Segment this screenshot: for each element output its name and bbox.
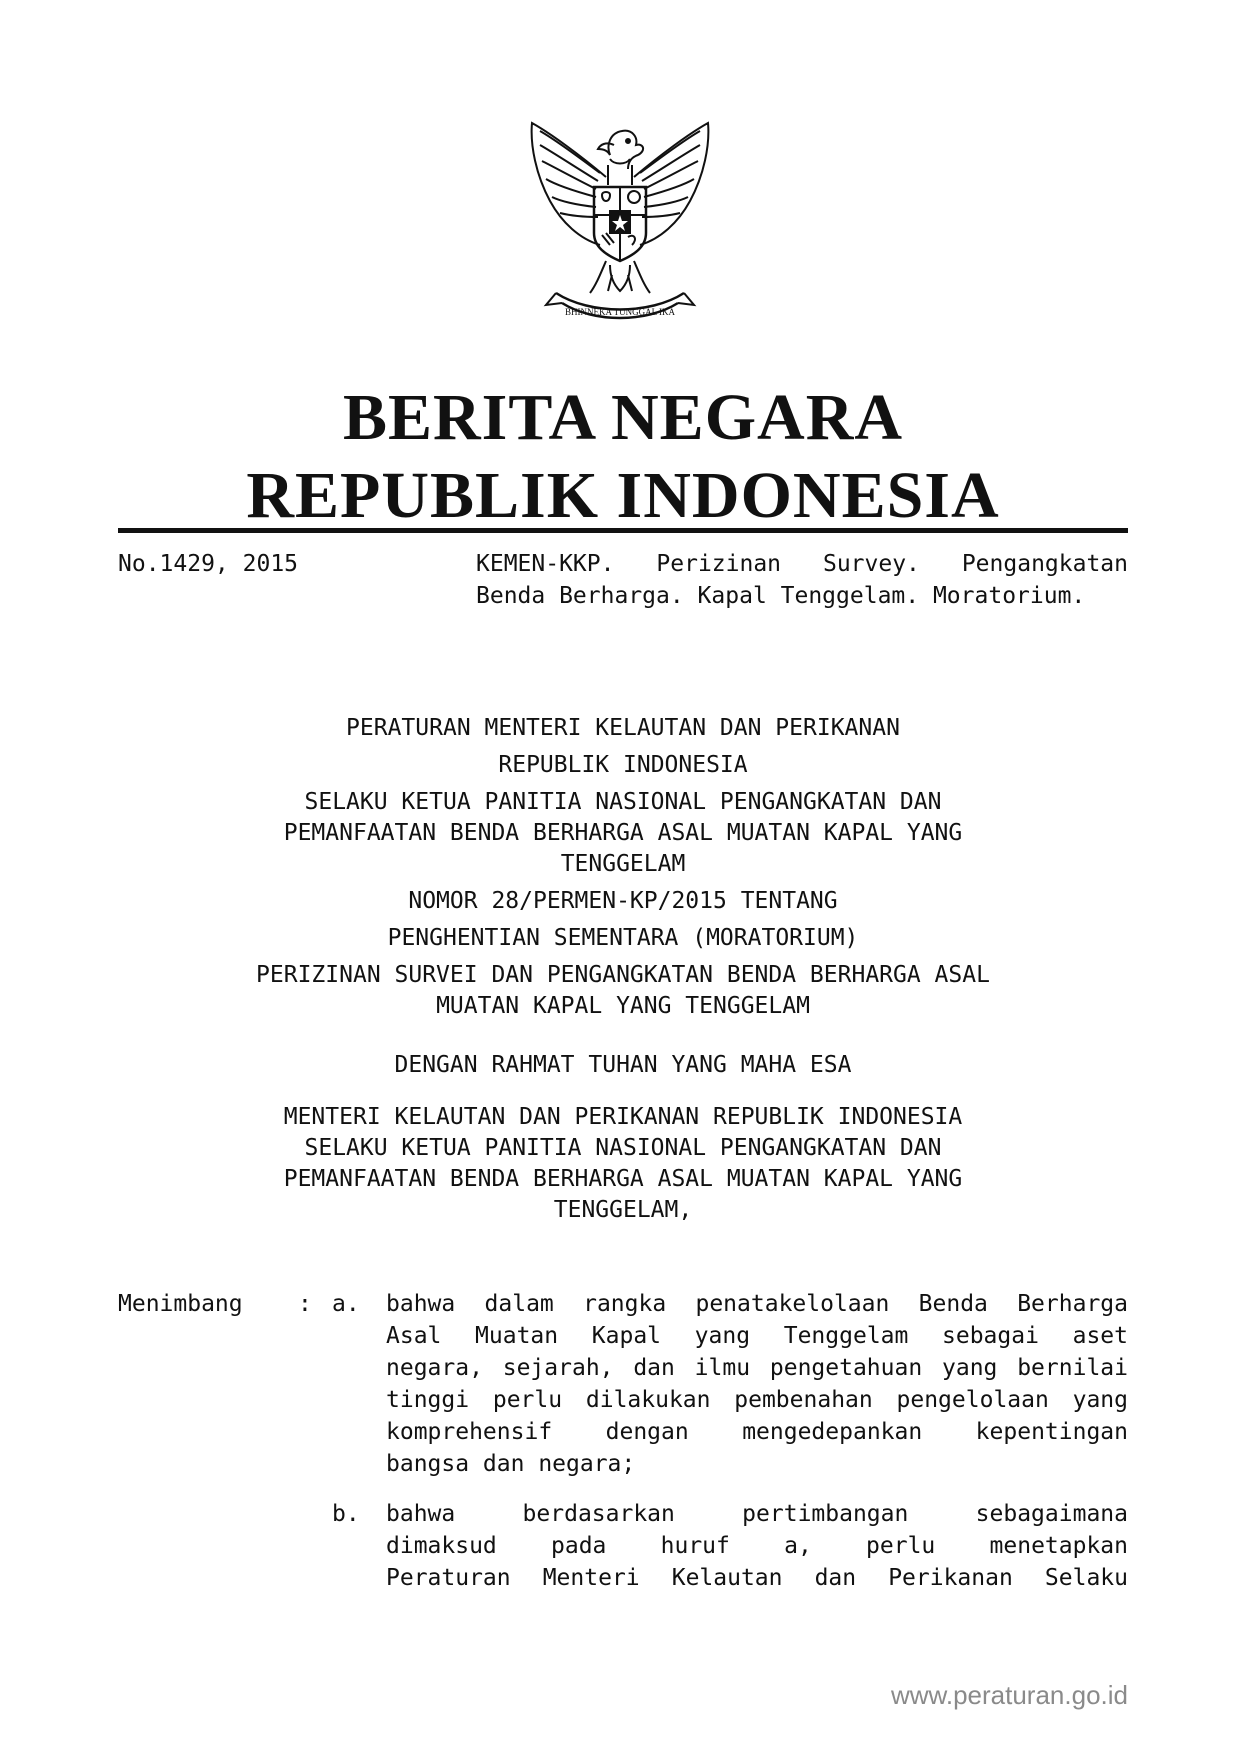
regulation-title [118,713,1128,1022]
considering-label: Menimbang [118,1291,243,1317]
title-line: MUATAN KAPAL YANG TENGGELAM [436,993,810,1019]
title-line: SELAKU KETUA PANITIA NASIONAL PENGANGKATAN DAN [304,789,942,815]
subject-line-1: KEMEN-KKP. Perizinan Survey. Pengangkatan [476,551,1128,577]
title-line: PENGHENTIAN SEMENTARA (MORATORIUM) [387,925,859,951]
authority-line: TENGGELAM, [553,1197,693,1223]
considering-item-a [386,1288,1128,1480]
authority-line: SELAKU KETUA PANITIA NASIONAL PENGANGKATAN DAN [304,1135,942,1161]
emblem-motto: BHINNEKA TUNGGAL IKA [565,307,675,317]
masthead-line-1: BERITA NEGARA [342,381,904,454]
title-line: PEMANFAATAN BENDA BERHARGA ASAL MUATAN KAPAL YANG [283,820,963,846]
garuda-pancasila-emblem-icon [510,115,730,335]
item-line: bangsa dan negara; [386,1451,636,1477]
title-line: REPUBLIK INDONESIA [498,752,748,778]
invocation: DENGAN RAHMAT TUHAN YANG MAHA ESA [394,1052,852,1078]
title-line: PERATURAN MENTERI KELAUTAN DAN PERIKANAN [346,715,900,741]
title-line: NOMOR 28/PERMEN-KP/2015 TENTANG [408,888,838,914]
item-line: Asal Muatan Kapal yang Tenggelam sebagai aset [386,1323,1128,1349]
document-number: No.1429, 2015 [118,551,299,577]
considering-colon: : [298,1291,312,1317]
item-letter-b: b. [332,1501,360,1527]
footer-url[interactable]: www.peraturan.go.id [890,1680,1128,1710]
item-line: Peraturan Menteri Kelautan dan Perikanan Selaku [386,1565,1128,1591]
item-letter-a: a. [332,1291,360,1317]
title-line: PERIZINAN SURVEI DAN PENGANGKATAN BENDA BERHARGA ASAL [256,962,990,988]
title-line: TENGGELAM [560,851,686,877]
item-line: negara, sejarah, dan ilmu pengetahuan yang bernilai [386,1355,1128,1381]
item-line: komprehensif dengan mengedepankan kepentingan [386,1419,1128,1445]
considering-item-b [386,1498,1128,1594]
item-line: bahwa berdasarkan pertimbangan sebagaimana [386,1501,1128,1527]
authority-line: PEMANFAATAN BENDA BERHARGA ASAL MUATAN KAPAL YANG [283,1166,963,1192]
authority-line: MENTERI KELAUTAN DAN PERIKANAN REPUBLIK INDONESIA [283,1104,963,1130]
subject-line-2: Benda Berharga. Kapal Tenggelam. Moratorium. [476,583,1086,609]
item-line: bahwa dalam rangka penatakelolaan Benda Berharga [386,1291,1128,1317]
masthead-line-2: REPUBLIK INDONESIA [246,459,1000,532]
masthead-divider [118,528,1128,533]
document-subject [476,548,1128,612]
authority-block [118,1102,1128,1226]
item-line: tinggi perlu dilakukan pembenahan pengelolaan yang [386,1387,1128,1413]
item-line: dimaksud pada huruf a, perlu menetapkan [386,1533,1128,1559]
